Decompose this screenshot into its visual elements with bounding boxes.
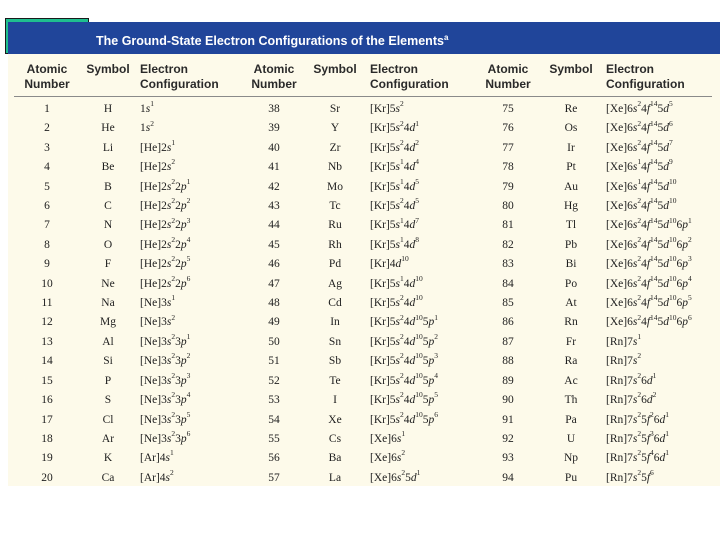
atomic-number: 78 bbox=[502, 161, 514, 174]
element-symbol: Si bbox=[103, 355, 113, 368]
columns.configuration: Configuration bbox=[140, 77, 219, 91]
element-symbol: Ra bbox=[564, 355, 578, 368]
electron-configuration: $[He]2s^22p^6$ bbox=[140, 273, 191, 290]
atomic-number: 17 bbox=[41, 413, 53, 426]
table-row bbox=[14, 255, 712, 274]
element-symbol: Rn bbox=[564, 316, 578, 329]
atomic-number: 5 bbox=[44, 180, 50, 193]
element-symbol: Te bbox=[329, 374, 341, 387]
atomic-number: 20 bbox=[41, 471, 53, 484]
electron-configuration: $[Kr]5s^14d^4$ bbox=[370, 157, 420, 174]
electron-configuration: $[Kr]5s^24d^{10}5p^3$ bbox=[370, 351, 439, 368]
atomic-number: 89 bbox=[502, 374, 514, 387]
table-row bbox=[14, 294, 712, 313]
element-symbol: C bbox=[104, 200, 112, 213]
electron-configuration: $[Ar]4s^2$ bbox=[140, 467, 174, 484]
element-symbol: Hg bbox=[563, 200, 579, 213]
table-row bbox=[14, 178, 712, 197]
electron-configuration: $[Xe]6s^24f^{14}5d^7$ bbox=[606, 137, 673, 154]
header-row bbox=[14, 62, 712, 97]
atomic-number: 13 bbox=[41, 335, 53, 348]
element-symbol: I bbox=[333, 394, 337, 407]
element-symbol: Zr bbox=[329, 141, 341, 154]
electron-configuration: $[He]2s^1$ bbox=[140, 137, 176, 154]
electron-configuration: $[Ne]3s^23p^3$ bbox=[140, 370, 191, 387]
table-title: The Ground-State Electron Configurations of the Elements$^a$ bbox=[96, 33, 449, 49]
element-symbol: S bbox=[104, 394, 112, 407]
table-row bbox=[14, 197, 712, 216]
electron-configuration: $[Kr]5s^14d^{10}$ bbox=[370, 273, 423, 290]
electron-configuration: $[Kr]5s^14d^7$ bbox=[370, 215, 420, 232]
element-symbol: Cs bbox=[328, 432, 342, 445]
element-symbol: K bbox=[103, 452, 113, 465]
element-symbol: Y bbox=[330, 122, 340, 135]
electron-configuration: $[He]2s^22p^2$ bbox=[140, 196, 191, 213]
columns.atomic_number: Atomic bbox=[26, 62, 68, 76]
electron-configuration: $[Kr]5s^24d^{10}5p^6$ bbox=[370, 409, 439, 426]
element-symbol: F bbox=[104, 258, 112, 271]
electron-configuration: $[Kr]5s^14d^5$ bbox=[370, 176, 420, 193]
atomic-number: 8 bbox=[44, 238, 50, 251]
element-symbol: Sn bbox=[328, 335, 342, 348]
electron-configuration: $[Xe]6s^24f^{14}5d^{10}6p^6$ bbox=[606, 312, 692, 329]
electron-configuration: $[He]2s^22p^4$ bbox=[140, 235, 191, 251]
element-symbol: Fr bbox=[565, 335, 577, 348]
atomic-number: 86 bbox=[502, 316, 514, 329]
electron-configuration: $[He]2s^22p^3$ bbox=[140, 215, 191, 232]
atomic-number: 4 bbox=[44, 161, 50, 174]
table-row bbox=[14, 391, 712, 410]
table-row bbox=[14, 275, 712, 294]
atomic-number: 77 bbox=[502, 141, 514, 154]
electron-configuration: $[He]2s^22p^1$ bbox=[140, 176, 191, 193]
electron-configuration: $[Xe]6s^24f^{14}5d^{10}6p^4$ bbox=[606, 273, 692, 290]
element-symbol: Ar bbox=[101, 432, 115, 445]
electron-configuration: $[Ne]3s^23p^6$ bbox=[140, 429, 191, 445]
electron-configuration: $[Xe]6s^24f^{14}5d^{10}6p^3$ bbox=[606, 254, 692, 271]
atomic-number: 80 bbox=[502, 200, 514, 213]
electron-configuration: $1s^2$ bbox=[140, 118, 154, 135]
element-symbol: Ne bbox=[101, 277, 115, 290]
table-row bbox=[14, 119, 712, 138]
element-symbol: He bbox=[101, 122, 115, 135]
atomic-number: 54 bbox=[268, 413, 280, 426]
electron-configuration: $[Kr]5s^24d^1$ bbox=[370, 118, 420, 135]
electron-configuration: $[Rn]7s^25f^46d^1$ bbox=[606, 448, 670, 465]
element-symbol: U bbox=[566, 432, 576, 445]
electron-configuration: $[Rn]7s^25f^6$ bbox=[606, 467, 654, 484]
header-symbol: Symbol bbox=[86, 62, 130, 76]
atomic-number: 55 bbox=[268, 432, 280, 445]
electron-configuration: $[Kr]5s^24d^{10}5p^2$ bbox=[370, 332, 439, 348]
element-symbol: Xe bbox=[328, 413, 342, 426]
atomic-number: 1 bbox=[44, 103, 50, 115]
electron-configuration: $[Kr]5s^24d^{10}5p^1$ bbox=[370, 312, 439, 329]
atomic-number: 84 bbox=[502, 277, 514, 290]
atomic-number: 3 bbox=[44, 141, 50, 154]
electron-configuration: $[Ne]3s^23p^4$ bbox=[140, 390, 191, 407]
title-footnote-mark: a bbox=[443, 33, 449, 42]
atomic-number: 14 bbox=[41, 355, 53, 368]
atomic-number: 81 bbox=[502, 219, 514, 232]
electron-configuration: $[Ne]3s^23p^5$ bbox=[140, 409, 191, 426]
element-symbol: In bbox=[330, 316, 340, 329]
atomic-number: 41 bbox=[268, 161, 280, 174]
element-symbol: La bbox=[328, 471, 342, 484]
atomic-number: 57 bbox=[268, 471, 280, 484]
atomic-number: 12 bbox=[41, 316, 53, 329]
atomic-number: 19 bbox=[41, 452, 53, 465]
element-symbol: Na bbox=[101, 297, 115, 310]
element-symbol: Al bbox=[102, 335, 114, 348]
element-symbol: N bbox=[103, 219, 113, 232]
atomic-number: 6 bbox=[44, 200, 50, 213]
atomic-number: 83 bbox=[502, 258, 514, 271]
table-row bbox=[14, 333, 712, 352]
element-symbol: Ba bbox=[328, 452, 342, 465]
electron-configuration: $[Xe]6s^24f^{14}5d^6$ bbox=[606, 118, 673, 135]
electron-configuration: $[Kr]4d^{10}$ bbox=[370, 254, 409, 271]
atomic-number: 56 bbox=[268, 452, 280, 465]
atomic-number: 43 bbox=[268, 200, 280, 213]
table-row bbox=[14, 469, 712, 488]
columns.configuration: Electron bbox=[140, 62, 189, 76]
atomic-number: 91 bbox=[502, 413, 514, 426]
table-row bbox=[14, 216, 712, 235]
header-configuration bbox=[366, 62, 476, 97]
atomic-number: 50 bbox=[268, 335, 280, 348]
electron-configuration: $[Kr]5s^2$ bbox=[370, 99, 404, 115]
electron-configuration: $[He]2s^2$ bbox=[140, 157, 176, 174]
element-symbol: Sr bbox=[329, 103, 341, 115]
element-symbol: Bi bbox=[565, 258, 577, 271]
atomic-number: 46 bbox=[268, 258, 280, 271]
header-configuration bbox=[136, 62, 244, 97]
electron-configuration: $[Ne]3s^2$ bbox=[140, 312, 176, 329]
electron-configuration: $[Xe]6s^1$ bbox=[370, 429, 406, 445]
table-row bbox=[14, 313, 712, 332]
columns.configuration: Configuration bbox=[370, 77, 449, 91]
electron-configuration: $[Kr]5s^24d^{10}$ bbox=[370, 293, 423, 310]
element-symbol: P bbox=[104, 374, 112, 387]
element-symbol: Rh bbox=[328, 238, 342, 251]
electron-configuration: $[Xe]6s^2$ bbox=[370, 448, 406, 465]
element-symbol: Re bbox=[564, 103, 578, 115]
atomic-number: 47 bbox=[268, 277, 280, 290]
table-row bbox=[14, 100, 712, 119]
columns.atomic_number: Atomic bbox=[253, 62, 295, 76]
table-row bbox=[14, 352, 712, 371]
electron-configuration: $[Xe]6s^14f^{14}5d^9$ bbox=[606, 157, 673, 174]
electron-configuration: $[Xe]6s^24f^{14}5d^{10}6p^2$ bbox=[606, 235, 692, 251]
element-symbol: Cl bbox=[102, 413, 114, 426]
element-symbol: Pd bbox=[328, 258, 342, 271]
table-row bbox=[14, 411, 712, 430]
atomic-number: 75 bbox=[502, 103, 514, 115]
table-row bbox=[14, 372, 712, 391]
element-symbol: Tc bbox=[329, 200, 341, 213]
electron-configuration: $[Xe]6s^24f^{14}5d^5$ bbox=[606, 99, 673, 115]
atomic-number: 76 bbox=[502, 122, 514, 135]
atomic-number: 45 bbox=[268, 238, 280, 251]
element-symbol: Cd bbox=[328, 297, 342, 310]
electron-configuration: $[Xe]6s^25d^1$ bbox=[370, 467, 421, 484]
header-configuration bbox=[602, 62, 712, 97]
element-symbol: Sb bbox=[328, 355, 342, 368]
element-symbol: B bbox=[104, 180, 112, 193]
table-row bbox=[14, 236, 712, 255]
atomic-number: 53 bbox=[268, 394, 280, 407]
atomic-number: 18 bbox=[41, 432, 53, 445]
element-symbol: Ca bbox=[101, 471, 115, 484]
element-symbol: H bbox=[103, 103, 113, 115]
element-symbol: Tl bbox=[565, 219, 577, 232]
electron-configuration: $[Rn]7s^2$ bbox=[606, 351, 642, 368]
element-symbol: Pu bbox=[564, 471, 578, 484]
header-symbol: Symbol bbox=[313, 62, 357, 76]
element-symbol: Po bbox=[564, 277, 578, 290]
atomic-number: 49 bbox=[268, 316, 280, 329]
electron-configuration: $[Ne]3s^23p^1$ bbox=[140, 332, 191, 348]
table-row bbox=[14, 430, 712, 449]
atomic-number: 40 bbox=[268, 141, 280, 154]
element-symbol: Pt bbox=[566, 161, 576, 174]
atomic-number: 44 bbox=[268, 219, 280, 232]
atomic-number: 15 bbox=[41, 374, 53, 387]
atomic-number: 16 bbox=[41, 394, 53, 407]
atomic-number: 82 bbox=[502, 238, 514, 251]
electron-configuration: $[Kr]5s^24d^{10}5p^4$ bbox=[370, 370, 439, 387]
columns.atomic_number: Atomic bbox=[487, 62, 529, 76]
electron-configuration: $[Xe]6s^14f^{14}5d^{10}$ bbox=[606, 176, 677, 193]
atomic-number: 94 bbox=[502, 471, 514, 484]
title-bar bbox=[8, 22, 720, 54]
atomic-number: 90 bbox=[502, 394, 514, 407]
columns.atomic_number: Number bbox=[24, 77, 70, 91]
electron-configuration: $[Rn]7s^26d^1$ bbox=[606, 370, 657, 387]
electron-configuration: $[Xe]6s^24f^{14}5d^{10}6p^1$ bbox=[606, 215, 692, 232]
electron-configuration: $[Kr]5s^24d^5$ bbox=[370, 196, 420, 213]
atomic-number: 88 bbox=[502, 355, 514, 368]
table-row bbox=[14, 158, 712, 177]
atomic-number: 92 bbox=[502, 432, 514, 445]
element-symbol: Nb bbox=[327, 161, 343, 174]
element-symbol: Au bbox=[563, 180, 579, 193]
electron-configuration: $1s^1$ bbox=[140, 99, 154, 115]
element-symbol: O bbox=[103, 238, 113, 251]
electron-configuration: $[Rn]7s^25f^26d^1$ bbox=[606, 409, 670, 426]
electron-configuration: $[Rn]7s^25f^36d^1$ bbox=[606, 429, 670, 445]
electron-configuration: $[Kr]5s^24d^2$ bbox=[370, 137, 420, 154]
element-symbol: At bbox=[565, 297, 577, 310]
atomic-number: 39 bbox=[268, 122, 280, 135]
header-atomic-number bbox=[14, 62, 80, 97]
electron-configuration: $[Kr]5s^14d^8$ bbox=[370, 235, 420, 251]
element-symbol: Mg bbox=[100, 316, 116, 329]
element-symbol: Ac bbox=[564, 374, 578, 387]
atomic-number: 79 bbox=[502, 180, 514, 193]
element-symbol: Pa bbox=[565, 413, 577, 426]
electron-configuration: $[He]2s^22p^5$ bbox=[140, 254, 191, 271]
columns.atomic_number: Number bbox=[251, 77, 297, 91]
element-symbol: Be bbox=[101, 161, 115, 174]
element-symbol: Ir bbox=[567, 141, 575, 154]
atomic-number: 87 bbox=[502, 335, 514, 348]
electron-configuration: $[Ne]3s^1$ bbox=[140, 293, 176, 310]
electron-configuration: $[Kr]5s^24d^{10}5p^5$ bbox=[370, 390, 439, 407]
columns.atomic_number: Number bbox=[485, 77, 531, 91]
electron-configuration: $[Rn]7s^26d^2$ bbox=[606, 390, 657, 407]
atomic-number: 52 bbox=[268, 374, 280, 387]
header-symbol: Symbol bbox=[549, 62, 593, 76]
electron-configuration: $[Ne]3s^23p^2$ bbox=[140, 351, 191, 368]
element-symbol: Th bbox=[564, 394, 578, 407]
atomic-number: 51 bbox=[268, 355, 280, 368]
element-symbol: Ag bbox=[327, 277, 343, 290]
electron-configuration-table bbox=[14, 62, 712, 488]
element-symbol: Os bbox=[564, 122, 578, 135]
element-symbol: Li bbox=[102, 141, 114, 154]
element-symbol: Pb bbox=[564, 238, 578, 251]
atomic-number: 85 bbox=[502, 297, 514, 310]
atomic-number: 10 bbox=[41, 277, 53, 290]
atomic-number: 7 bbox=[44, 219, 50, 232]
element-symbol: Np bbox=[563, 452, 579, 465]
electron-configuration: $[Xe]6s^24f^{14}5d^{10}6p^5$ bbox=[606, 293, 692, 310]
header-atomic-number bbox=[244, 62, 304, 97]
element-symbol: Mo bbox=[327, 180, 343, 193]
electron-configuration: $[Rn]7s^1$ bbox=[606, 332, 642, 348]
atomic-number: 9 bbox=[44, 258, 50, 271]
electron-configuration: $[Xe]6s^24f^{14}5d^{10}$ bbox=[606, 196, 677, 213]
electron-configuration: $[Ar]4s^1$ bbox=[140, 448, 174, 465]
atomic-number: 42 bbox=[268, 180, 280, 193]
atomic-number: 11 bbox=[41, 297, 53, 310]
atomic-number: 48 bbox=[268, 297, 280, 310]
table-row bbox=[14, 139, 712, 158]
columns.configuration: Electron bbox=[606, 62, 655, 76]
element-symbol: Ru bbox=[328, 219, 342, 232]
columns.configuration: Electron bbox=[370, 62, 419, 76]
columns.configuration: Configuration bbox=[606, 77, 685, 91]
table-row bbox=[14, 449, 712, 468]
atomic-number: 38 bbox=[268, 103, 280, 115]
atomic-number: 2 bbox=[44, 122, 50, 135]
atomic-number: 93 bbox=[502, 452, 514, 465]
header-atomic-number bbox=[476, 62, 540, 97]
